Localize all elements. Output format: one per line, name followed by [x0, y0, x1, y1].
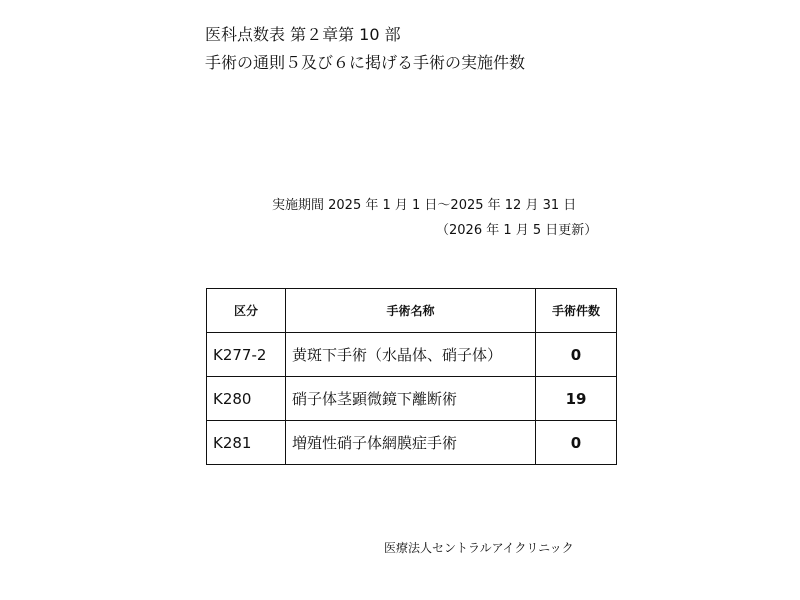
document-subtitle: 手術の通則５及び６に掲げる手術の実施件数: [205, 53, 526, 72]
row-surgery-name: 黄斑下手術（水晶体、硝子体）: [286, 333, 536, 377]
row-surgery-name: 増殖性硝子体網膜症手術: [286, 421, 536, 465]
table-header-row: [207, 289, 617, 333]
table-row: [207, 421, 617, 465]
update-date: （2026 年 1 月 5 日更新）: [436, 223, 598, 238]
organization-name: 医療法人セントラルアイクリニック: [384, 541, 574, 555]
implementation-period: 実施期間 2025 年 1 月 1 日～2025 年 12 月 31 日: [272, 198, 577, 213]
surgery-count-table: [206, 288, 617, 465]
row-count: 19: [536, 377, 617, 421]
row-code: K281: [207, 421, 286, 465]
document-title: 医科点数表 第２章第 10 部: [205, 25, 401, 44]
header-surgery-count: 手術件数: [536, 289, 617, 333]
header-surgery-name: 手術名称: [286, 289, 536, 333]
header-category: 区分: [207, 289, 286, 333]
row-count: 0: [536, 421, 617, 465]
table-row: [207, 377, 617, 421]
table-row: [207, 333, 617, 377]
row-code: K277-2: [207, 333, 286, 377]
row-count: 0: [536, 333, 617, 377]
row-code: K280: [207, 377, 286, 421]
row-surgery-name: 硝子体茎顕微鏡下離断術: [286, 377, 536, 421]
